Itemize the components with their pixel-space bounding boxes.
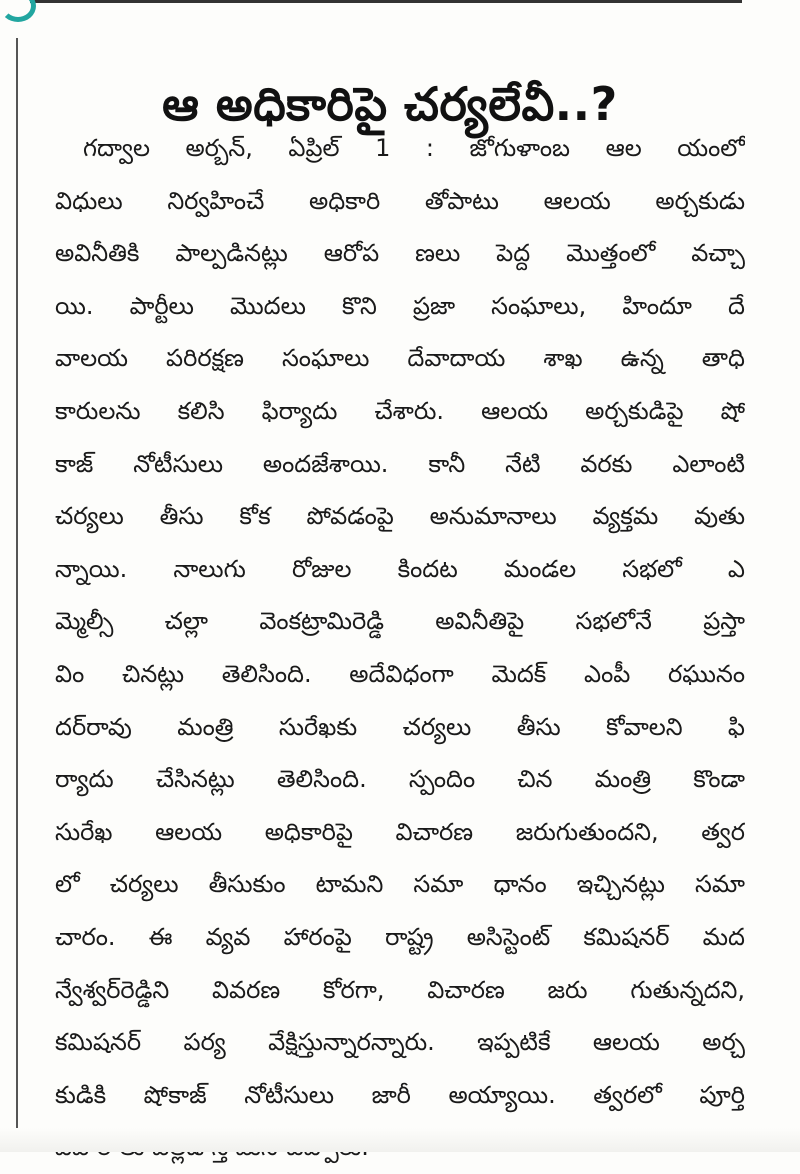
article-line: న్నాయి. నాలుగు రోజుల కిందట మండల సభలో ఎ xyxy=(55,554,745,583)
article-body xyxy=(55,122,745,1174)
page-edge xyxy=(0,1128,800,1152)
article-line: వాలయ పరిరక్షణ సంఘాలు దేవాదాయ శాఖ ఉన్న తాధి xyxy=(55,344,745,373)
article-line: కమిషనర్ పర్య వేక్షిస్తున్నారన్నారు. ఇప్పటికే ఆలయ అర్చ xyxy=(55,1028,745,1057)
article-line: ర్యాదు చేసినట్లు తెలిసింది. స్పందిం చిన మంత్రి కొండా xyxy=(55,765,745,794)
article-line: దర్‌రావు మంత్రి సురేఖకు చర్యలు తీసు కోవాలని ఫి xyxy=(55,712,745,741)
article-line: గద్వాల అర్బన్, ఏప్రిల్ 1 : జోగుళాంబ ఆల యంలో xyxy=(83,134,745,162)
article-line: చారం. ఈ వ్యవ హారంపై రాష్ట్ర అసిస్టెంట్ కమిషనర్ మద xyxy=(55,922,745,951)
top-rule xyxy=(30,0,742,3)
article-line: విధులు నిర్వహించే అధికారి తోపాటు ఆలయ అర్చకుడు xyxy=(55,186,745,215)
article-line: విం చినట్లు తెలిసింది. అదేవిధంగా మెదక్ ఎంపీ రఘునం xyxy=(55,659,745,688)
corner-logo-fragment xyxy=(0,0,36,22)
article-line: సురేఖ ఆలయ అధికారిపై విచారణ జరుగుతుందని, త్వర xyxy=(55,817,745,846)
article-line: మ్మెల్సీ చల్లా వెంకట్రామిరెడ్డి అవినీతిపై సభలోనే ప్రస్తా xyxy=(55,607,745,636)
article-line: లో చర్యలు తీసుకుం టామని సమా ధానం ఇచ్చినట్లు సమా xyxy=(55,870,745,899)
article-line: కుడికి షోకాజ్ నోటీసులు జారీ అయ్యాయి. త్వరలో పూర్తి xyxy=(55,1080,745,1109)
column-rule xyxy=(16,38,18,1128)
article-line: యి. పార్టీలు మొదలు కొని ప్రజా సంఘాలు, హిందూ దే xyxy=(55,291,745,320)
article-line: న్వేశ్వర్‌రెడ్డిని వివరణ కోరగా, విచారణ జరు గుతున్నదని, xyxy=(55,975,745,1004)
article-line: చర్యలు తీసు కోక పోవడంపై అనుమానాలు వ్యక్తమ వుతు xyxy=(55,502,745,531)
article-line: కాజ్ నోటీసులు అందజేశాయి. కానీ నేటి వరకు ఎలాంటి xyxy=(55,449,745,478)
article-headline: ఆ అధికారిపై చర్యలేవీ..? xyxy=(162,76,618,131)
article-line: అవినీతికి పాల్పడినట్లు ఆరోప ణలు పెద్ద మొత్తంలో వచ్చా xyxy=(55,239,745,268)
article-line: కారులను కలిసి ఫిర్యాదు చేశారు. ఆలయ అర్చకుడిపై షో xyxy=(55,396,745,425)
